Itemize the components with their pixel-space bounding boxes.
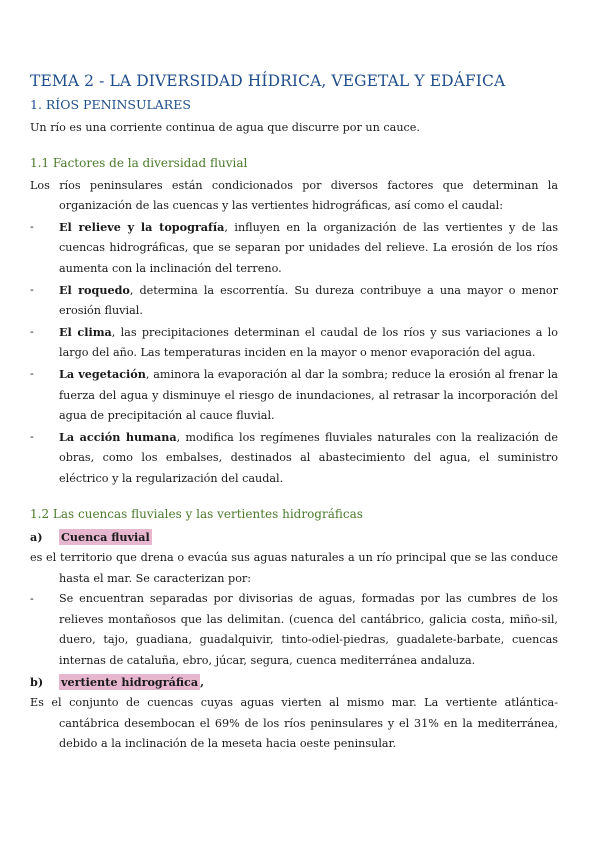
factor-text: , las precipitaciones determinan el caudal de los ríos y sus variaciones a lo largo del año. Las temperaturas inciden en la mayor o menor evaporación del agua. <box>59 325 558 360</box>
subsection-a-letter: a) <box>30 529 43 544</box>
factor-text: , determina la escorrentía. Su dureza contribuye a una mayor o menor erosión fluvial. <box>59 283 558 318</box>
factor-text: , influyen en la organización de las vertientes y de las cuencas hidrográficas, que se separan por unidades del relieve. La erosión de los ríos aumenta con la inclinación del terreno. <box>59 220 558 275</box>
factor-text: , modifica los regímenes fluviales naturales con la realización de obras, como los embalses, destinados al abastecimiento del agua, el suministro eléctrico y la regularización del caudal. <box>59 430 558 485</box>
subsection-b-letter: b) <box>30 674 44 689</box>
factor-name: El relieve y la topografía <box>59 219 225 234</box>
factor-name: La acción humana <box>59 429 177 444</box>
highlighted-term-cuenca: Cuenca fluvial <box>61 529 150 544</box>
document-title: TEMA 2 - LA DIVERSIDAD HÍDRICA, VEGETAL Y EDÁFICA <box>30 72 506 90</box>
spacer <box>30 490 558 506</box>
section-1-2-heading: 1.2 Las cuencas fluviales y las vertientes hidrográficas <box>30 506 363 521</box>
bullet-dash: - <box>30 324 34 338</box>
subsection-b-label-row <box>30 672 558 694</box>
factor-text: , aminora la evaporación al dar la sombra; reduce la erosión al frenar la fuerza del agua y disminuye el riesgo de inundaciones, al retrasar la incorporación del agua de precipitación al cauce fluvial. <box>59 367 558 423</box>
document-page <box>30 72 558 755</box>
bullet-dash: - <box>30 429 34 443</box>
subsection-a-text: es el territorio que drena o evacúa sus aguas naturales a un río principal que se las conduce hasta el mar. Se caracterizan por: <box>30 551 558 585</box>
subsection-b-text: Es el conjunto de cuencas cuyas aguas vierten al mismo mar. La vertiente atlántica-cantábrica desembocan el 69% de los ríos peninsulares y el 31% en la mediterránea, debido a la inclinación de la meseta hacia oeste peninsular. <box>30 696 558 751</box>
spacer <box>30 139 558 155</box>
section-1-heading: 1. RÍOS PENINSULARES <box>30 97 191 112</box>
factor-name: El roquedo <box>59 282 130 297</box>
list-item <box>30 280 558 322</box>
bullet-dash: - <box>30 219 34 233</box>
section-1-1-intro: Los ríos peninsulares están condicionados por diversos factores que determinan la organización de las cuencas y las vertientes hidrográficas, así como el caudal: <box>30 178 558 213</box>
list-item <box>30 589 558 671</box>
vertiente-suffix: , <box>200 674 204 689</box>
factor-name: El clima <box>59 324 112 339</box>
factors-list <box>30 217 558 490</box>
cuenca-text: Se encuentran separadas por divisorias de aguas, formadas por las cumbres de los relieves montañosos que las delimitan. (cuenca del cantábrico, galicia costa, miño-sil, duero, tajo, guadiana, guadalquivir, tinto-odiel-piedras, guadalete-barbate, cuencas internas de cataluña, ebro, júcar, segura, cuenca mediterránea andaluza. <box>59 592 558 668</box>
section-1-1-heading: 1.1 Factores de la diversidad fluvial <box>30 155 248 170</box>
list-item <box>30 217 558 280</box>
list-item <box>30 364 558 427</box>
bullet-dash: - <box>30 592 34 606</box>
cuenca-list <box>30 589 558 671</box>
highlighted-term-vertiente: vertiente hidrográfica <box>61 674 199 689</box>
bullet-dash: - <box>30 366 34 380</box>
subsection-a-label-row <box>30 527 558 549</box>
factor-name: La vegetación <box>59 366 146 381</box>
list-item <box>30 427 558 490</box>
section-1-intro: Un río es una corriente continua de agua que discurre por un cauce. <box>30 121 420 134</box>
list-item <box>30 322 558 364</box>
bullet-dash: - <box>30 282 34 296</box>
